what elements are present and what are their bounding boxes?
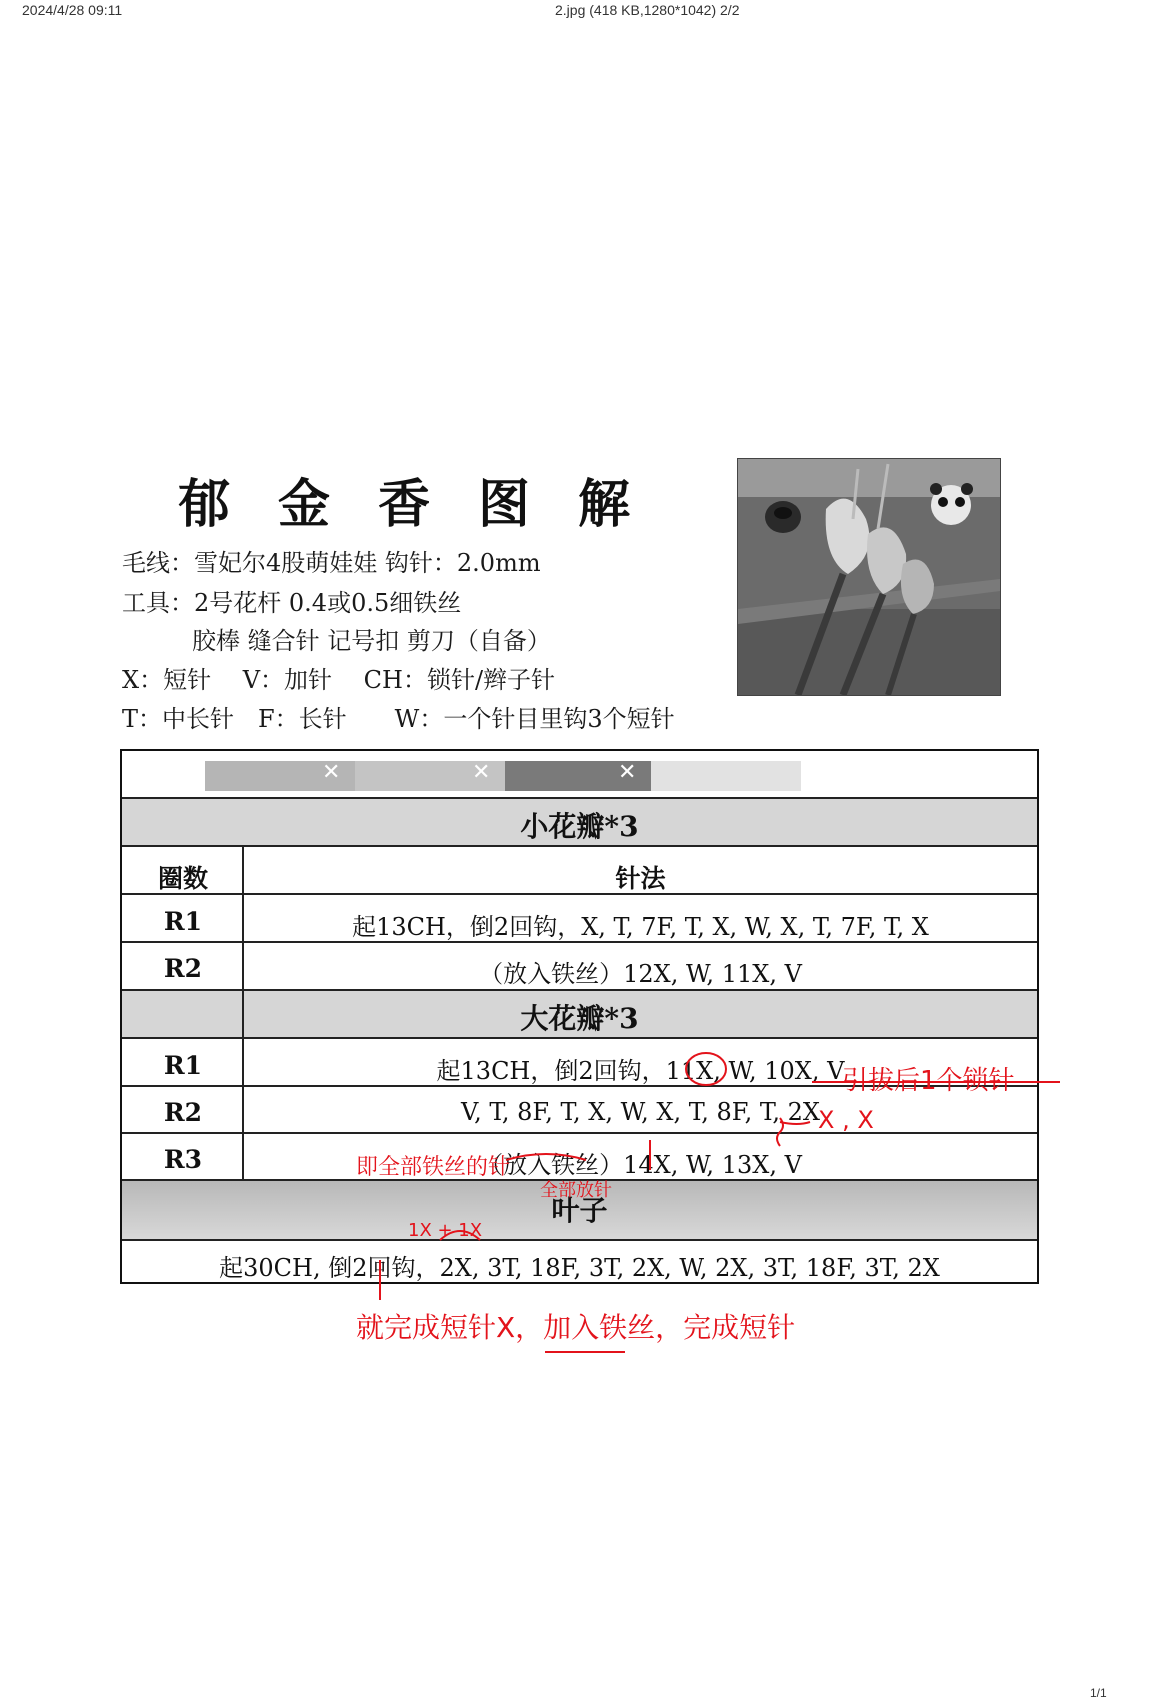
abbreviation-line-1: X：短针 V：加针 CH：锁针/辫子针: [122, 666, 556, 694]
annotation-r3-left-note: 即全部铁丝的针: [356, 1155, 511, 1180]
tools-extra-line: 胶棒 缝合针 记号扣 剪刀（自备）: [192, 627, 551, 655]
tulip-photo: [737, 458, 1001, 696]
cross-mark-3-icon: ✕: [618, 759, 637, 784]
table-row-round: R1: [163, 907, 203, 936]
table-row-stitch: 起30CH, 倒2回钩，2X, 3T, 18F, 3T, 2X, W, 2X, 3T, 18F, 3T, 2X: [219, 1254, 940, 1282]
page-number: 1/1: [1090, 1686, 1107, 1700]
table-row-round: R1: [163, 1051, 203, 1080]
table-row-stitch: V, T, 8F, T, X, W, X, T, 8F, T, 2X: [460, 1098, 820, 1126]
page-title: 郁金香图解: [178, 474, 679, 535]
annotation-r2-note: X , X: [818, 1106, 874, 1134]
file-info: 2.jpg (418 KB,1280*1042) 2/2: [555, 2, 740, 18]
section-title-large-petal: 大花瓣*3: [520, 1002, 639, 1035]
column-header-round: 圈数: [157, 864, 208, 893]
annotation-bottom-note: 就完成短针X，加入铁丝，完成短针: [356, 1311, 796, 1344]
top-strip: [122, 751, 1037, 797]
column-header-stitch: 针法: [615, 864, 666, 893]
section-title-small-petal: 小花瓣*3: [520, 810, 639, 843]
table-row-round: R2: [163, 954, 203, 983]
table-row-round: R2: [163, 1098, 203, 1127]
cross-mark-2-icon: ✕: [472, 759, 491, 784]
table-row-stitch: （放入铁丝）14X, W, 13X, V: [479, 1151, 802, 1179]
cross-mark-1-icon: ✕: [322, 759, 341, 784]
table-row-stitch: （放入铁丝）12X, W, 11X, V: [479, 960, 802, 988]
timestamp: 2024/4/28 09:11: [22, 2, 123, 18]
yarn-line: 毛线：雪妃尔4股萌娃娃 钩针：2.0mm: [122, 549, 541, 577]
tools-line: 工具：2号花杆 0.4或0.5细铁丝: [122, 589, 462, 617]
pattern-table: [120, 749, 1039, 1284]
annotation-r3-sub-note: 全部放针: [540, 1180, 612, 1201]
abbreviation-line-2: T：中长针 F：长针 W：一个针目里钩3个短针: [122, 705, 675, 733]
table-row-stitch: 起13CH，倒2回钩，X, T, 7F, T, X, W, X, T, 7F, T, X: [352, 913, 929, 941]
section-title-leaf: 叶子: [551, 1194, 608, 1227]
table-row-stitch: 起13CH，倒2回钩，11X, W, 10X, V: [436, 1057, 845, 1085]
table-row-round: R3: [163, 1145, 203, 1174]
annotation-r1-note: 引拔后1个锁针: [842, 1066, 1015, 1096]
annotation-leaf-top-note: 1X + 1X: [408, 1220, 483, 1241]
